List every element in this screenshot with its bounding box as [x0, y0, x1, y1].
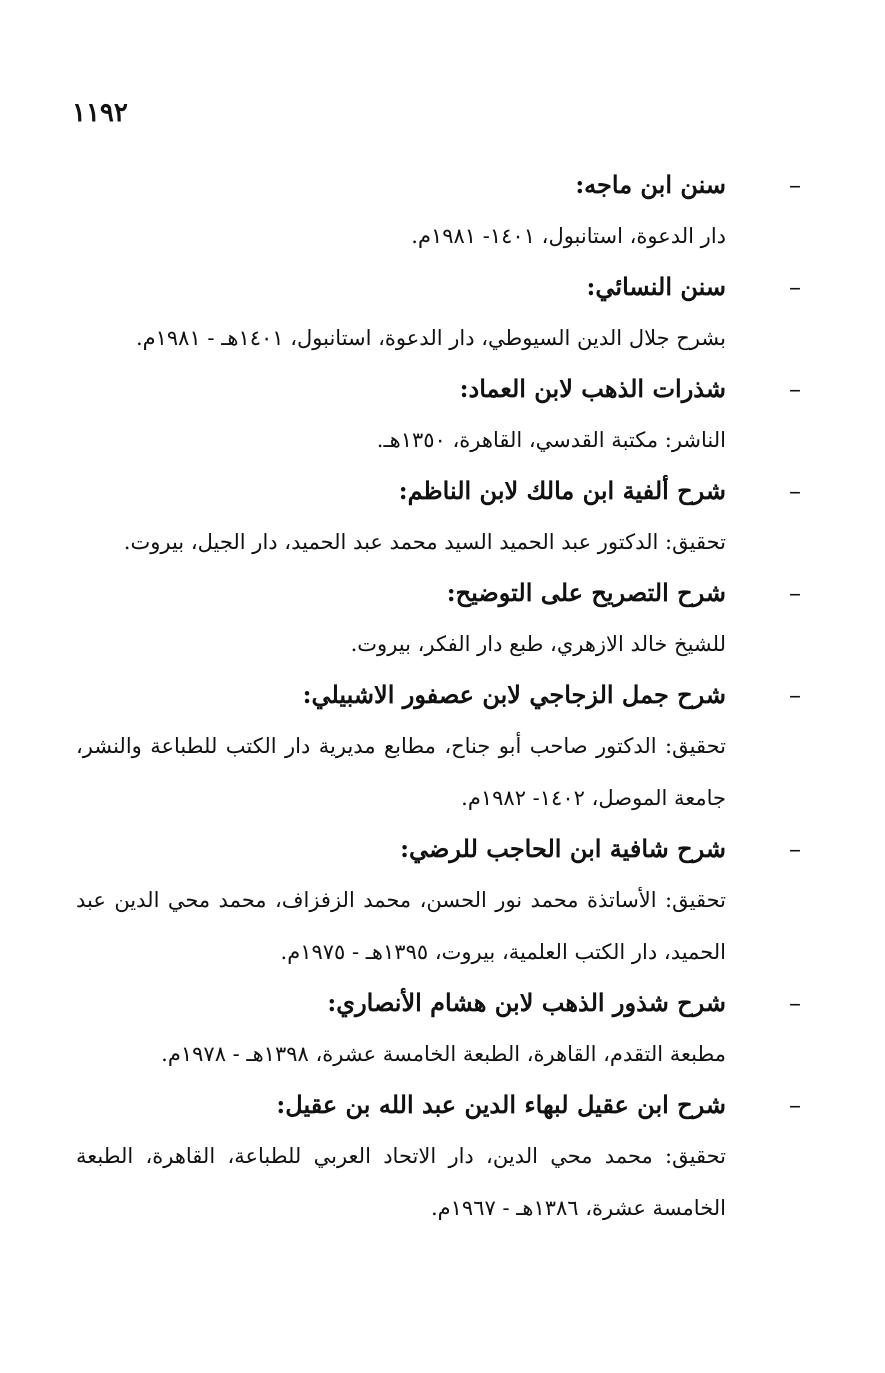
entry-body: تحقيق: الدكتور عبد الحميد السيد محمد عبد الحميد، دار الجيل، بيروت. [123, 530, 726, 554]
entry-title-text: شرح جمل الزجاجي لابن عصفور الاشبيلي: [302, 680, 726, 709]
bibliography-list [76, 160, 810, 1234]
entry-title-text: شرح ألفية ابن مالك لابن الناظم: [398, 476, 726, 505]
entry-body: للشيخ خالد الازهري، طبع دار الفكر، بيروت. [350, 632, 726, 656]
entry-title [76, 160, 810, 210]
entry-body: تحقيق: الأساتذة محمد نور الحسن، محمد الزفزاف، محمد محي الدين عبد الحميد، دار الكتب العلمية، بيروت، ١٣٩٥هـ - ١٩٧٥م. [76, 888, 726, 964]
dash-marker: – [789, 989, 801, 1017]
entry-title [76, 466, 810, 516]
entry-title [76, 824, 810, 874]
page-number: ١١٩٢ [72, 98, 128, 128]
entry-body: دار الدعوة، استانبول، ١٤٠١- ١٩٨١م. [411, 224, 726, 248]
entry-title-text: شذرات الذهب لابن العماد: [459, 374, 726, 403]
dash-marker: – [789, 171, 801, 199]
entry-title-text: شرح شذور الذهب لابن هشام الأنصاري: [327, 988, 726, 1017]
entry-title [76, 568, 810, 618]
entry-title-text: شرح ابن عقيل لبهاء الدين عبد الله بن عقيل: [276, 1090, 726, 1119]
entry-title [76, 1080, 810, 1130]
dash-marker: – [789, 681, 801, 709]
entry-title-text: شرح شافية ابن الحاجب للرضي: [400, 834, 726, 863]
entry-title-text: سنن ابن ماجه: [575, 170, 726, 199]
dash-marker: – [789, 1091, 801, 1119]
entry-title-text: سنن النسائي: [586, 272, 726, 301]
entry-body: الناشر: مكتبة القدسي، القاهرة، ١٣٥٠هـ. [376, 428, 726, 452]
entry-title-text: شرح التصريح على التوضيح: [446, 578, 726, 607]
dash-marker: – [789, 579, 801, 607]
entry-body: بشرح جلال الدين السيوطي، دار الدعوة، استانبول، ١٤٠١هـ - ١٩٨١م. [135, 326, 726, 350]
entry-body: مطبعة التقدم، القاهرة، الطبعة الخامسة عشرة، ١٣٩٨هـ - ١٩٧٨م. [161, 1042, 726, 1066]
entry-title [76, 262, 810, 312]
entry-body: تحقيق: الدكتور صاحب أبو جناح، مطابع مديرية دار الكتب للطباعة والنشر، جامعة الموصل، ١٤٠٢- ١٩٨٢م. [76, 734, 726, 810]
entry-body: تحقيق: محمد محي الدين، دار الاتحاد العربي للطباعة، القاهرة، الطبعة الخامسة عشرة، ١٣٨٦هـ - ١٩٦٧م. [76, 1144, 726, 1220]
entry-title [76, 364, 810, 414]
entry-title [76, 670, 810, 720]
dash-marker: – [789, 477, 801, 505]
dash-marker: – [789, 835, 801, 863]
entry-title [76, 978, 810, 1028]
dash-marker: – [789, 375, 801, 403]
dash-marker: – [789, 273, 801, 301]
